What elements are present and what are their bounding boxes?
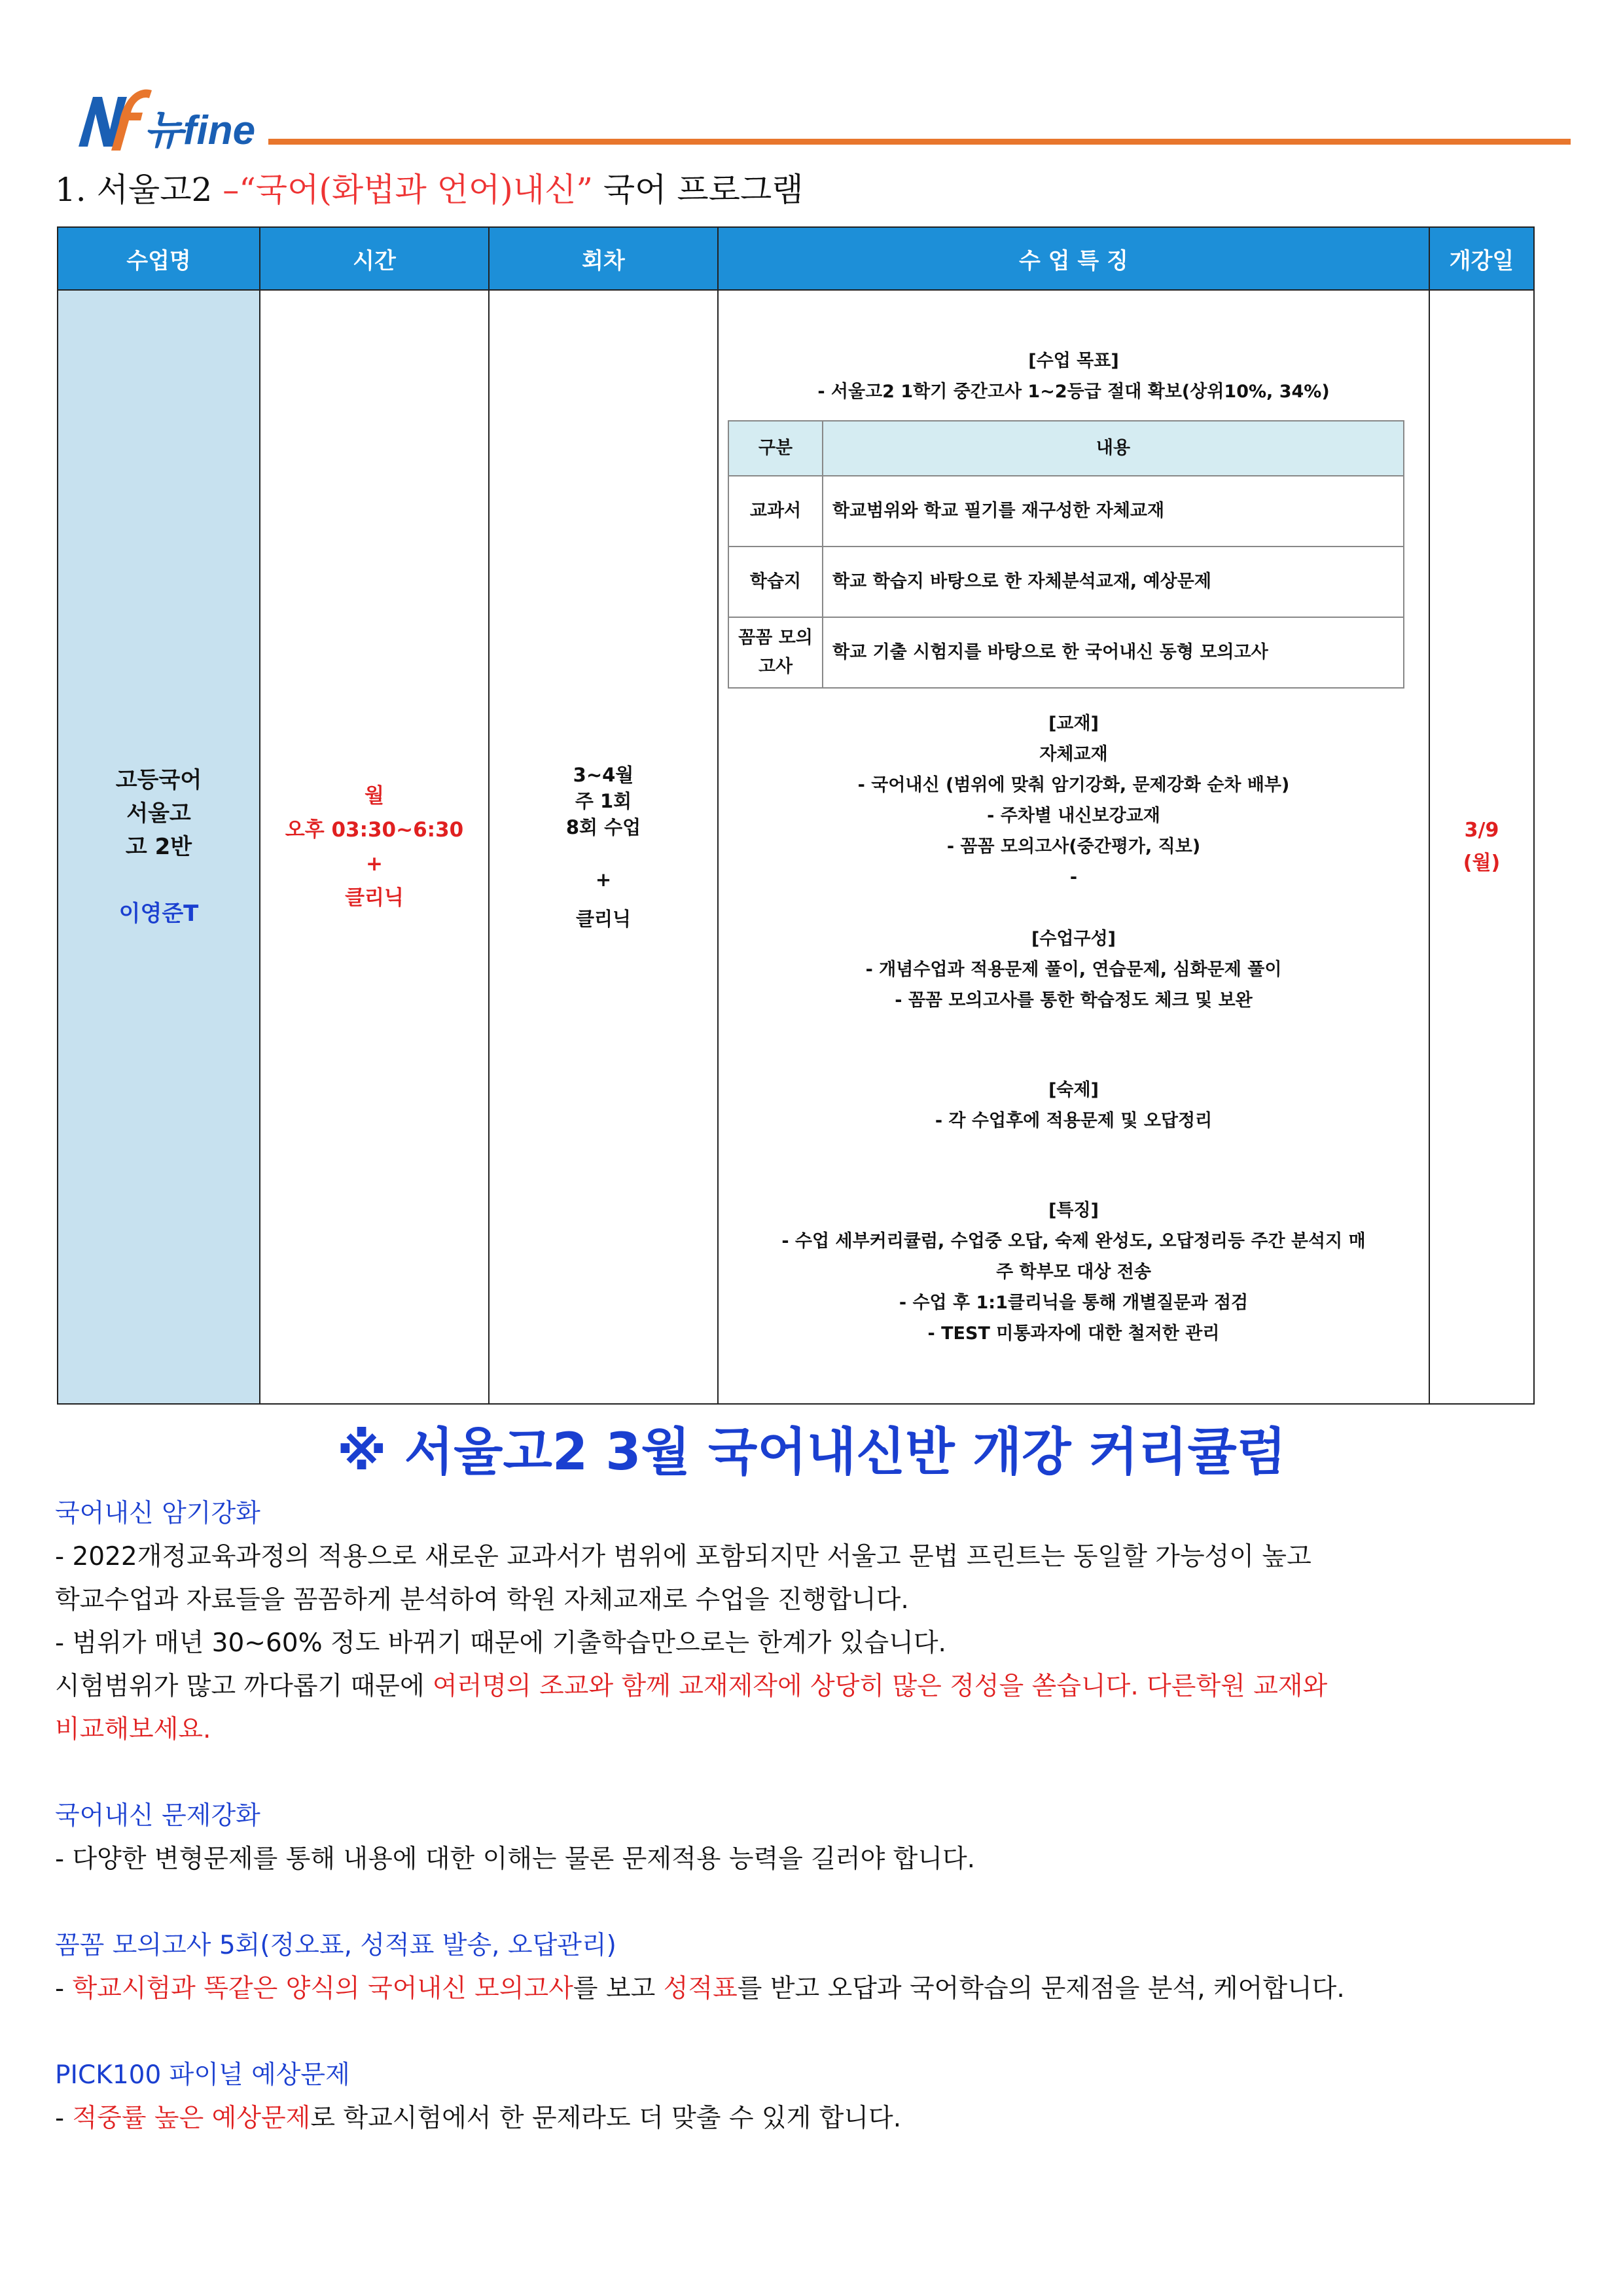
- section-title: 국어내신 암기강화: [55, 1499, 260, 1528]
- highlight-span: 여러명의 조교와 함께 교재제작에 상당히 많은 정성을 쏟습니다. 다른학원 교재와: [433, 1672, 1328, 1701]
- curriculum-body: [55, 1492, 1573, 2140]
- section-text: [55, 1665, 1573, 1708]
- section-text: 비교해보세요.: [55, 1715, 211, 1744]
- course-name: 고등국어: [115, 766, 202, 793]
- materials-content: 학교 학습지 바탕으로 한 자체분석교재, 예상문제: [823, 547, 1404, 617]
- materials-type: 꼼꼼 모의고사: [728, 617, 823, 688]
- homework-line: - 각 수업후에 적용문제 및 오답정리: [935, 1110, 1213, 1131]
- homework-title: [숙제]: [1048, 1079, 1099, 1100]
- section-text: - 범위가 매년 30~60% 정도 바뀌기 때문에 기출학습만으로는 한계가 있습니다.: [55, 1628, 946, 1658]
- special-line: - 수업 세부커리큘럼, 수업중 오답, 숙제 완성도, 오답정리등 주간 분석지 매: [781, 1230, 1366, 1251]
- goal-text: - 서울고2 1학기 중간고사 1~2등급 절대 확보(상위10%, 34%): [817, 381, 1330, 402]
- course-school: 서울고: [126, 800, 191, 827]
- section-text: - 2022개정교육과정의 적용으로 새로운 교과서가 범위에 포함되지만 서울고 문법 프린트는 동일할 가능성이 높고: [55, 1542, 1311, 1571]
- time-clinic: 클리닉: [345, 886, 404, 910]
- text-span: -: [55, 1974, 73, 2003]
- header-course: 수업명: [58, 227, 260, 290]
- sessions-count: 8회 수업: [565, 816, 641, 838]
- course-class: 고 2반: [125, 833, 192, 860]
- materials-header-content: 내용: [823, 421, 1404, 476]
- section-text: - 다양한 변형문제를 통해 내용에 대한 이해는 물론 문제적용 능력을 길러야 합니다.: [55, 1844, 976, 1874]
- section-title: PICK100 파이널 예상문제: [55, 2060, 350, 2090]
- time-day: 월: [365, 784, 384, 808]
- features-cell: [718, 290, 1429, 1404]
- text-span: 로 학교시험에서 한 문제라도 더 맞출 수 있게 합니다.: [310, 2104, 902, 2133]
- structure-title: [수업구성]: [1031, 928, 1116, 949]
- program-table: [57, 226, 1535, 1405]
- sessions-months: 3~4월: [573, 764, 634, 786]
- materials-table: [728, 420, 1404, 689]
- table-row: [728, 547, 1404, 617]
- special-line: 주 학부모 대상 전송: [996, 1261, 1151, 1282]
- time-cell: [260, 290, 489, 1404]
- highlight-span: 성적표: [663, 1974, 738, 2003]
- sessions-plus: +: [595, 869, 612, 891]
- structure-line: - 꼼꼼 모의고사를 통한 학습정도 체크 및 보완: [895, 990, 1253, 1011]
- text-span: 를 받고 오답과 국어학습의 문제점을 분석, 케어합니다.: [737, 1974, 1345, 2003]
- time-plus: +: [366, 852, 383, 876]
- start-weekday: (월): [1463, 852, 1501, 874]
- special-line: - TEST 미통과자에 대한 철저한 관리: [927, 1323, 1220, 1344]
- sessions-frequency: 주 1회: [575, 790, 632, 812]
- special-title: [특징]: [1048, 1200, 1099, 1221]
- title-prefix: 1. 서울고2: [55, 171, 223, 209]
- materials-header-row: [728, 421, 1404, 476]
- table-header-row: [58, 227, 1534, 290]
- header-start-date: 개강일: [1429, 227, 1534, 290]
- sessions-clinic: 클리닉: [575, 908, 632, 930]
- highlight-span: 적중률 높은 예상문제: [72, 2104, 311, 2133]
- material-line: - 주차별 내신보강교재: [987, 805, 1160, 826]
- materials-type: 교과서: [728, 476, 823, 547]
- highlight-span: 학교시험과 똑같은 양식의 국어내신 모의고사: [72, 1974, 573, 2003]
- section-text: 학교수업과 자료들을 꼼꼼하게 분석하여 학원 자체교재로 수업을 진행합니다.: [55, 1585, 909, 1615]
- material-line: - 꼼꼼 모의고사(중간평가, 직보): [946, 836, 1201, 857]
- structure-line: - 개념수업과 적용문제 풀이, 연습문제, 심화문제 풀이: [865, 959, 1282, 980]
- header-time: 시간: [260, 227, 489, 290]
- header-rule: [268, 139, 1571, 145]
- header-features: 수 업 특 징: [718, 227, 1429, 290]
- sessions-cell: [489, 290, 718, 1404]
- start-date: 3/9: [1464, 819, 1499, 842]
- materials-content: 학교 기출 시험지를 바탕으로 한 국어내신 동형 모의고사: [823, 617, 1404, 688]
- title-suffix: 국어 프로그램: [592, 171, 804, 209]
- start-date-cell: [1429, 290, 1534, 1404]
- section-text: [55, 1967, 1573, 2011]
- header-sessions: 회차: [489, 227, 718, 290]
- goal-title: [수업 목표]: [1028, 350, 1119, 371]
- section-title: 꼼꼼 모의고사 5회(정오표, 성적표 발송, 오답관리): [55, 1931, 616, 1960]
- time-hours: 오후 03:30~6:30: [285, 818, 464, 842]
- text-span: 시험범위가 많고 까다롭기 때문에: [55, 1672, 433, 1701]
- materials-content: 학교범위와 학교 필기를 재구성한 자체교재: [823, 476, 1404, 547]
- material-title: [교재]: [1048, 713, 1099, 734]
- section-title: 국어내신 문제강화: [55, 1801, 260, 1831]
- page-title: [55, 164, 804, 211]
- table-row: [728, 617, 1404, 688]
- nfine-logo: [73, 84, 270, 156]
- material-line: 자체교재: [1039, 744, 1108, 764]
- special-line: - 수업 후 1:1클리닉을 통해 개별질문과 점검: [899, 1292, 1249, 1313]
- course-teacher: 이영준T: [118, 900, 199, 927]
- material-line: - 국어내신 (범위에 맞춰 암기강화, 문제강화 순차 배부): [857, 774, 1290, 795]
- curriculum-headline: ※ 서울고2 3월 국어내신반 개강 커리큘럼: [336, 1423, 1287, 1482]
- text-span: -: [55, 2104, 73, 2133]
- section-text: [55, 2097, 1573, 2140]
- logo-text: 뉴fine: [144, 108, 256, 153]
- text-span: 를 보고: [573, 1974, 664, 2003]
- table-row: [58, 290, 1534, 1404]
- table-row: [728, 476, 1404, 547]
- materials-header-type: 구분: [728, 421, 823, 476]
- title-highlight: –“국어(화법과 언어)내신”: [223, 171, 593, 209]
- materials-type: 학습지: [728, 547, 823, 617]
- course-cell: [58, 290, 260, 1404]
- material-line: -: [1069, 867, 1078, 888]
